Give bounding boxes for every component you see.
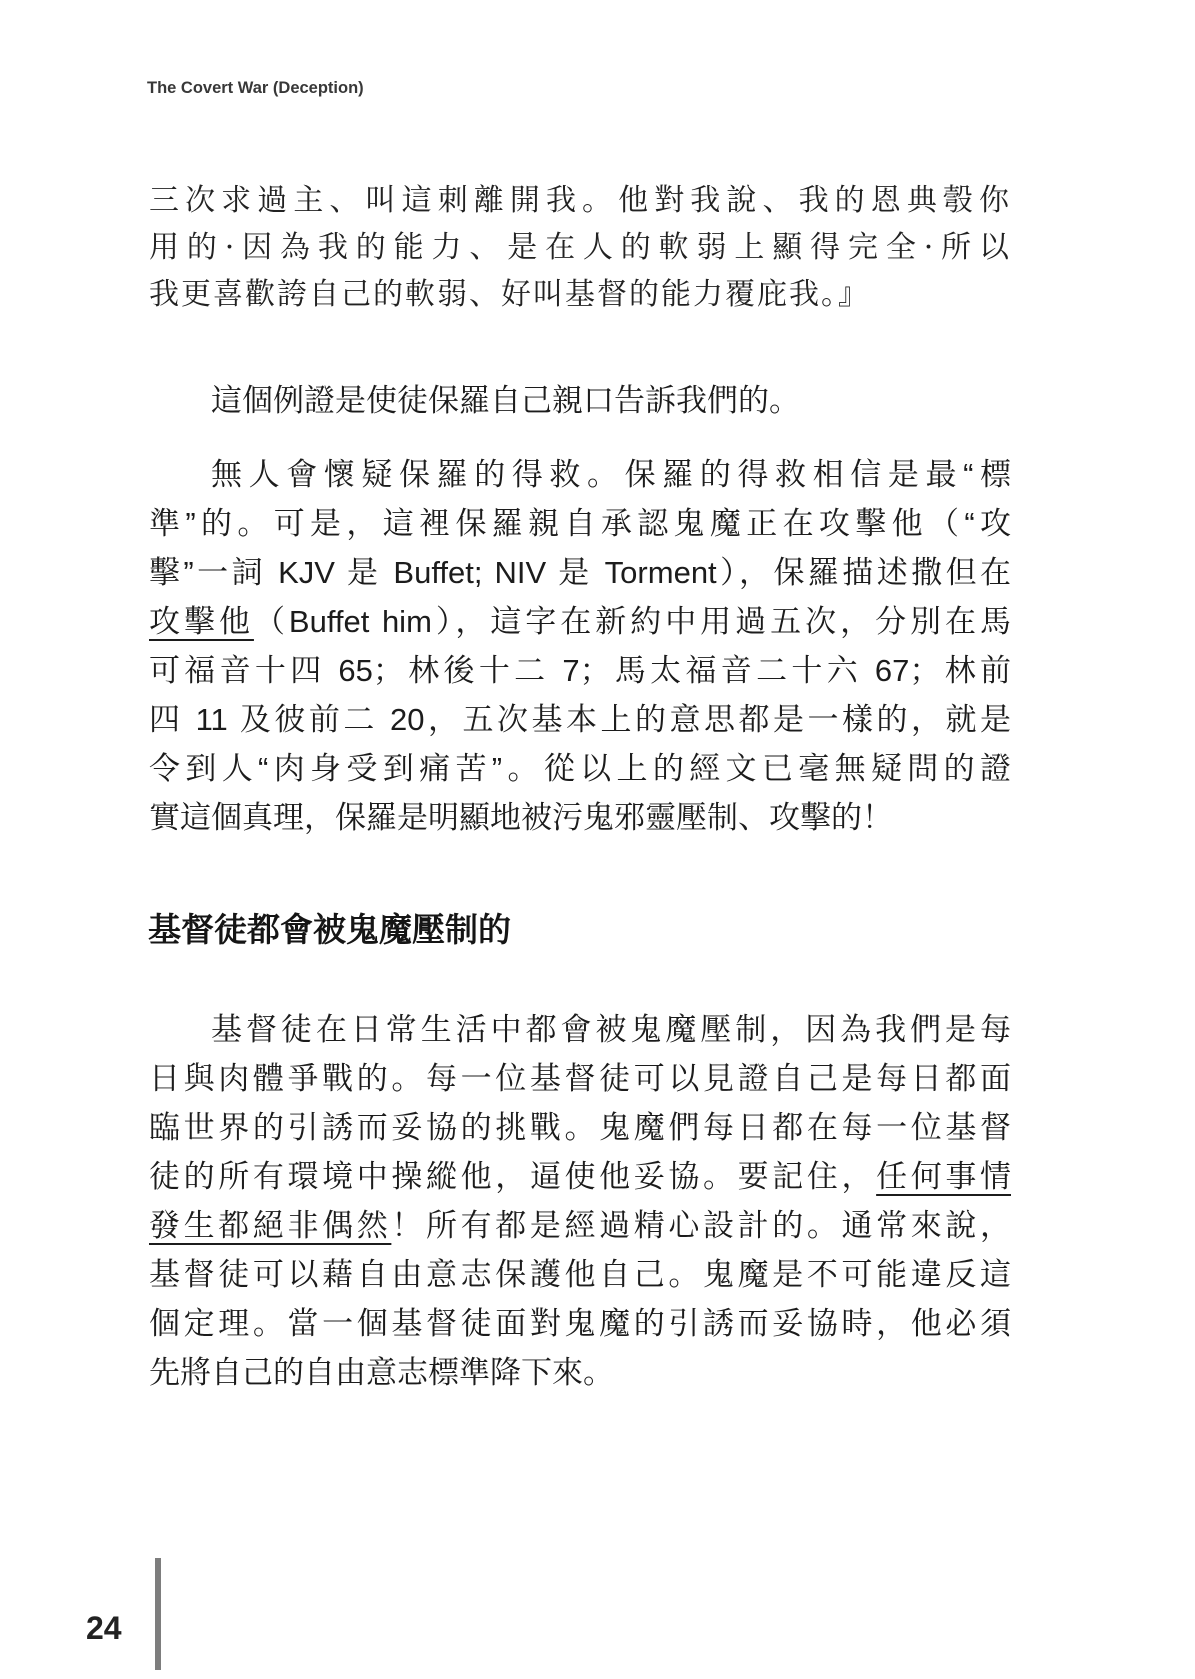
text-segment: ！所有都是經過精心設計的。通常來說， <box>391 1208 1011 1243</box>
text-line: 個定理。當一個基督徒面對鬼魔的引誘而妥協時，他必須 <box>149 1306 1011 1341</box>
text-line: 臨世界的引誘而妥協的挑戰。鬼魔們每日都在每一位基督 <box>149 1110 1011 1145</box>
underlined-phrase: 發生都絕非偶然 <box>149 1208 392 1243</box>
text-line: 四 11 及彼前二 20，五次基本上的意思都是一樣的，就是 <box>149 702 1011 737</box>
quote-line: 三次求過主、叫這刺離開我。他對我說、我的恩典彀你 <box>149 183 1011 218</box>
underlined-phrase: 任何事情 <box>876 1159 1011 1194</box>
quote-line: 用的·因為我的能力、是在人的軟弱上顯得完全·所以 <box>149 230 1011 265</box>
page-number: 24 <box>86 1610 122 1646</box>
underlined-phrase: 攻擊他 <box>149 604 254 639</box>
running-title: The Covert War (Deception) <box>147 79 364 97</box>
text-line <box>149 1201 1011 1250</box>
text-line <box>149 597 1011 646</box>
text-line: 這個例證是使徒保羅自己親口告訴我們的。 <box>211 383 800 418</box>
text-line: 擊”一詞 KJV 是 Buffet; NIV 是 Torment），保羅描述撒但在 <box>149 555 1011 590</box>
text-line <box>149 1152 1011 1201</box>
text-line: 基督徒在日常生活中都會被鬼魔壓制，因為我們是每 <box>211 1012 1011 1047</box>
text-line: 令到人“肉身受到痛苦”。從以上的經文已毫無疑問的證 <box>149 751 1011 786</box>
text-line: 實這個真理，保羅是明顯地被污鬼邪靈壓制、攻擊的！ <box>149 800 893 835</box>
paragraph <box>149 1005 1011 1397</box>
text-segment: 徒的所有環境中操縱他，逼使他妥協。要記住， <box>149 1159 877 1194</box>
page-number-divider <box>155 1558 161 1670</box>
paragraph <box>149 450 1011 842</box>
section-heading: 基督徒都會被鬼魔壓制的 <box>148 910 511 949</box>
text-line: 日與肉體爭戰的。每一位基督徒可以見證自己是每日都面 <box>149 1061 1011 1096</box>
paragraph <box>149 376 1011 425</box>
text-line: 準”的。可是，這裡保羅親自承認鬼魔正在攻擊他（“攻 <box>149 506 1011 541</box>
scripture-quote <box>149 177 1011 318</box>
text-segment: （Buffet him），這字在新約中用過五次，分別在馬 <box>253 604 1012 639</box>
text-line: 可福音十四 65；林後十二 7；馬太福音二十六 67；林前 <box>149 653 1011 688</box>
text-line: 基督徒可以藉自由意志保護他自己。鬼魔是不可能違反這 <box>149 1257 1011 1292</box>
text-line: 無人會懷疑保羅的得救。保羅的得救相信是最“標 <box>211 457 1011 492</box>
text-line: 先將自己的自由意志標準降下來。 <box>149 1355 614 1390</box>
quote-line: 我更喜歡誇自己的軟弱、好叫基督的能力覆庇我。』 <box>149 277 870 312</box>
